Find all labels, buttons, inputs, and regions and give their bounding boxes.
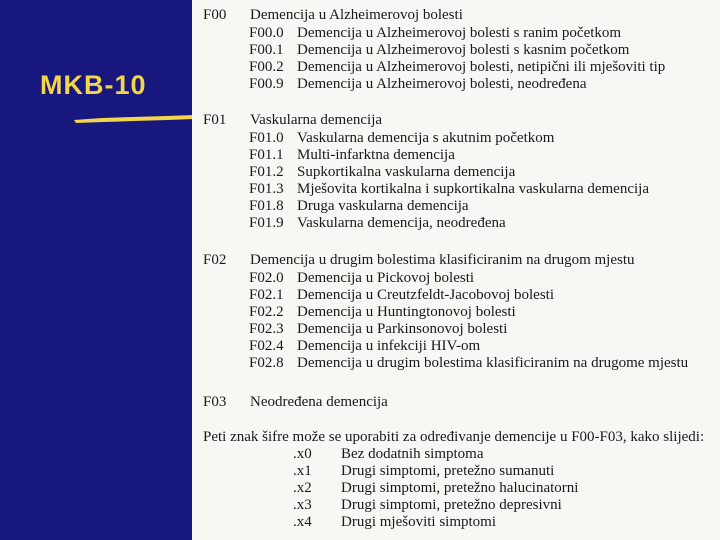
group-label: Neodređena demencija: [250, 394, 388, 410]
left-panel: [0, 0, 186, 540]
brush-stroke-decoration: [72, 112, 196, 124]
item-code: F01.3: [249, 181, 284, 197]
item-label: Mješovita kortikalna i supkortikalna vaskularna demencija: [297, 181, 649, 197]
item-label: Supkortikalna vaskularna demencija: [297, 164, 516, 180]
item-code: F02.0: [249, 270, 284, 286]
item-code: F01.2: [249, 164, 284, 180]
icd10-document: [192, 0, 720, 540]
group-code: F02: [203, 252, 227, 268]
item-code: F00.9: [249, 76, 284, 92]
item-label: Demencija u Alzheimerovoj bolesti s kasnim početkom: [297, 42, 630, 58]
item-code: F02.2: [249, 304, 284, 320]
item-label: Demencija u Creutzfeldt-Jacobovoj bolesti: [297, 287, 554, 303]
group-code: F03: [203, 394, 227, 410]
group-label: Demencija u Alzheimerovoj bolesti: [250, 7, 463, 23]
item-code: F00.1: [249, 42, 284, 58]
item-code: F01.9: [249, 215, 284, 231]
fifth-char-label: Drugi simptomi, pretežno sumanuti: [341, 463, 555, 479]
fifth-char-label: Drugi simptomi, pretežno halucinatorni: [341, 480, 579, 496]
item-label: Vaskularna demencija, neodređena: [297, 215, 506, 231]
item-code: F01.8: [249, 198, 284, 214]
fifth-char-code: .x0: [293, 446, 312, 462]
item-label: Druga vaskularna demencija: [297, 198, 469, 214]
item-code: F02.8: [249, 355, 284, 371]
item-code: F01.1: [249, 147, 284, 163]
fifth-char-label: Drugi simptomi, pretežno depresivni: [341, 497, 562, 513]
item-label: Demencija u drugim bolestima klasificiranim na drugome mjestu: [297, 355, 689, 371]
fifth-char-label: Bez dodatnih simptoma: [341, 446, 484, 462]
group-label: Demencija u drugim bolestima klasificiranim na drugom mjestu: [250, 252, 635, 268]
group-label: Vaskularna demencija: [250, 112, 383, 128]
fifth-char-label: Drugi mješoviti simptomi: [341, 514, 497, 530]
item-label: Demencija u Pickovoj bolesti: [297, 270, 475, 286]
item-label: Demencija u Alzheimerovoj bolesti, netipični ili mješoviti tip: [297, 59, 666, 75]
item-label: Vaskularna demencija s akutnim početkom: [297, 130, 555, 146]
item-label: Demencija u Parkinsonovoj bolesti: [297, 321, 508, 337]
group-code: F00: [203, 7, 227, 23]
item-code: F02.1: [249, 287, 284, 303]
slide-title: MKB-10: [40, 70, 147, 100]
group-code: F01: [203, 112, 227, 128]
item-label: Demencija u Huntingtonovoj bolesti: [297, 304, 516, 320]
item-code: F02.4: [249, 338, 284, 354]
item-label: Multi-infarktna demencija: [297, 147, 455, 163]
fifth-char-note: Peti znak šifre može se uporabiti za određivanje demencije u F00-F03, kako slijedi:: [203, 429, 705, 445]
item-code: F00.0: [249, 25, 284, 41]
item-label: Demencija u Alzheimerovoj bolesti, neodređena: [297, 76, 587, 92]
fifth-char-code: .x3: [293, 497, 312, 513]
item-code: F02.3: [249, 321, 284, 337]
item-code: F00.2: [249, 59, 284, 75]
fifth-char-code: .x2: [293, 480, 312, 496]
fifth-char-code: .x1: [293, 463, 312, 479]
fifth-char-code: .x4: [293, 514, 312, 530]
item-label: Demencija u infekciji HIV-om: [297, 338, 481, 354]
item-label: Demencija u Alzheimerovoj bolesti s ranim početkom: [297, 25, 622, 41]
item-code: F01.0: [249, 130, 284, 146]
